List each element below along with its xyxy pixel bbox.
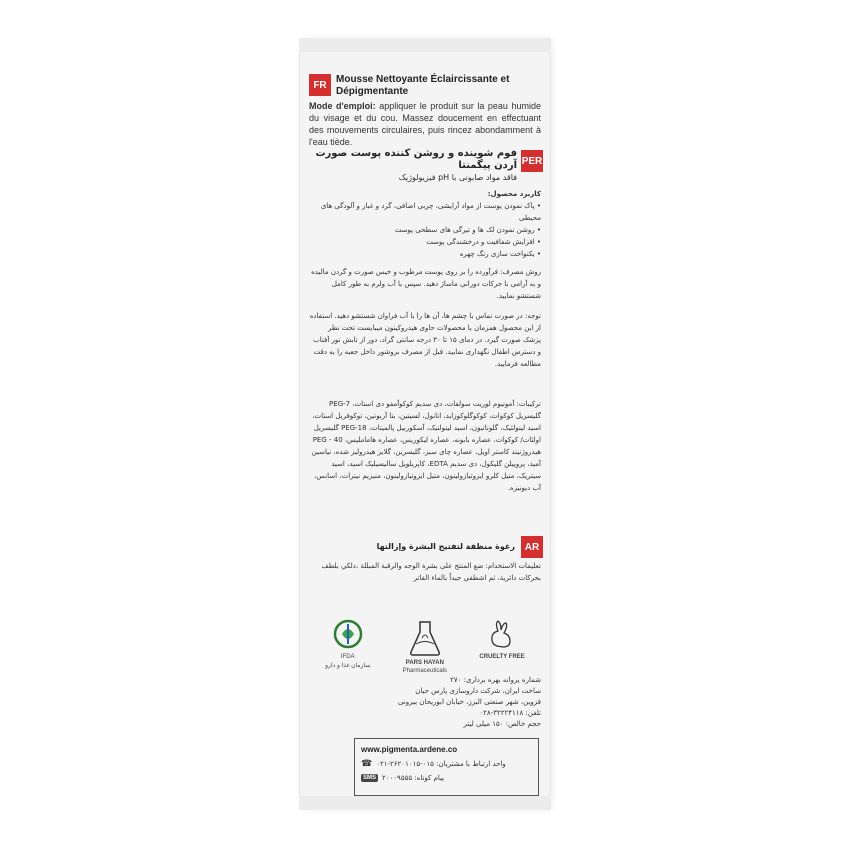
per-usage-heading: کاربرد محصول: <box>487 190 541 198</box>
list-item: • افزایش شفافیت و درخشندگی پوست <box>309 236 541 248</box>
address: قزوین، شهر صنعتی البرز، خیابان ابوریحان بیرونی <box>397 698 541 706</box>
ifda-caption-en: IFDA <box>340 654 355 660</box>
cruelty-free-logo <box>479 618 524 660</box>
per-language-badge: PER <box>521 150 543 172</box>
ifda-logo <box>325 618 370 669</box>
ifda-icon <box>332 618 364 652</box>
net-volume: حجم خالص: ۱۵۰ میلی لیتر <box>463 720 541 728</box>
customer-phone-text: واحد ارتباط با مشتریان: ۰۱۵-۲۶۲۰۱۰۱۵-۰۲۱ <box>376 760 506 768</box>
per-method-text: روش مصرف: فرآورده را بر روی پوست مرطوب و خیس صورت و گردن مالیده و به آرامی با حرکات دورانی ماساژ دهید. سپس با آب ولرم به طور کامل شستشو نمایید. <box>311 268 541 300</box>
product-box-panel <box>299 38 551 810</box>
ifda-caption: سازمان غذا و دارو <box>325 663 371 669</box>
website-link[interactable]: www.pigmenta.ardene.co <box>361 745 458 754</box>
made-by: ساخت ایران، شرکت داروسازی پارس حیان <box>415 687 541 695</box>
sms-number-text: پیام کوتاه: ۲۰۰۰۹۵۵۵ <box>382 774 445 782</box>
sms-icon: SMS <box>363 775 377 781</box>
list-item: • پاک نمودن پوست از مواد آرایشی، چربی اضافی، گرد و غبار و آلودگی های محیطی <box>309 200 541 224</box>
phone-icon: ☎ <box>361 759 373 769</box>
manufacturer-info <box>309 675 541 730</box>
rabbit-icon <box>483 618 521 652</box>
pars-hayan-name: PARS HAYAN <box>405 660 444 666</box>
ar-product-title: رغوة منظفة لتفتيح البشرة وإزالتها <box>376 542 515 551</box>
per-product-title: فوم شوینده و روشن کننده پوست صورت آردن پیگمنتا <box>315 148 517 171</box>
customer-phone <box>361 757 532 771</box>
per-ingredients-text: ترکیبات: آمونیوم لوریت سولفات، دی سدیم کوکوآمفو دی استات، PEG-7 گلیسریل کوکوات، کوکوگلوکوزاید، اتانول، لسیتین، بتا آربوتین، توکوفریل استات، اسید لینولئیک، گلوتاتیون، اسید لینولنیک، آسکوربیل پالمیتات، PEG-18 گلیسریل اولئات/ کوکوات، عصاره بابونه، عصاره لیکوریس، عصاره هاماملیس، PEG - 40 هیدروژنیتد کاستر اویل، عصاره چای سبز، گلیسرین، گلایز هیدرولیز شده، نیاسین آمید، پروپیلن گلیکول، دی سدیم EDTA، کاپریلویل سالیسیلیک اسید، اسید سیتریک، متیل کلرو ایزوتیازولینون، متیل ایزوتیازولینون، منیزیم نیترات، اسانس، آب دیونیزه. <box>311 400 541 492</box>
flask-icon <box>408 618 442 658</box>
per-usage-list <box>309 200 541 260</box>
ar-instructions-text: تعليمات الاستخدام: ضع المنتج على بشرة الوجه والرقبة المبللة ،دلكي بلطف بحركات دائرية، ثم اشطفي جيداً بالماء الفاتر <box>321 562 541 582</box>
fr-mode-label: Mode d'emploi: <box>309 101 376 111</box>
fr-language-badge: FR <box>309 74 331 96</box>
telephone: تلفن: ۳۲۲۲۴۱۱۸-۰۲۸ <box>479 709 541 717</box>
pars-hayan-logo <box>403 618 447 674</box>
list-item: • یکنواخت سازی رنگ چهره <box>309 248 541 260</box>
contact-box <box>354 738 539 796</box>
pars-hayan-sub: Pharmaceuticals <box>402 668 448 674</box>
cruelty-free-label: CRUELTY FREE <box>479 654 525 660</box>
license-number: شماره پروانه بهره برداری: ۲۷۰ <box>450 676 541 684</box>
per-subtitle: فاقد مواد صابونی با pH فیزیولوژیک <box>398 173 517 182</box>
top-flap <box>299 38 551 52</box>
list-item: • روشن نمودن لک ها و تیرگی های سطحی پوست <box>309 224 541 236</box>
per-warning-text: توجه: در صورت تماس با چشم ها، آن ها را با آب فراوان شستشو دهید. استفاده از این محصول همزمان با محصولات حاوی هیدروکینون میبایست تحت نظر پزشک صورت گیرد. در دمای ۱۵ تا ۳۰ درجه سانتی گراد، دور از تابش نور آفتاب و دسترس اطفال نگهداری نمایید. قبل از مصرف بروشور داخل جعبه را به دقت مطالعه فرمایید. <box>309 312 541 368</box>
bottom-flap <box>299 796 551 810</box>
fr-mode-text: appliquer le produit sur la peau humide du visage et du cou. Massez doucement en effectuant des mouvements circulaires, puis rincez abondamment à l'eau tiède. <box>309 101 541 147</box>
ar-language-badge: AR <box>521 536 543 558</box>
sms-number <box>361 771 532 785</box>
fr-product-title: Mousse Nettoyante Éclaircissante et Dépigmentante <box>336 74 510 97</box>
fr-usage-text <box>309 100 541 148</box>
